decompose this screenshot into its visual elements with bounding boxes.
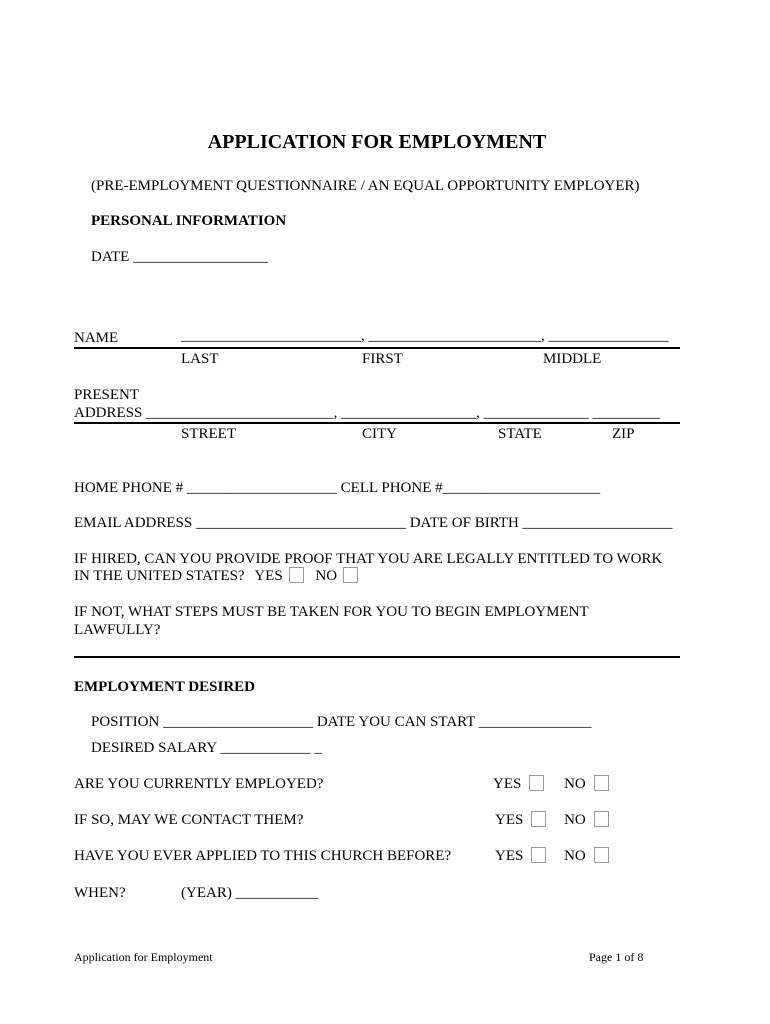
- applied-yes-label: YES: [495, 848, 524, 864]
- steps-question-line1: IF NOT, WHAT STEPS MUST BE TAKEN FOR YOU TO BEGIN EMPLOYMENT: [74, 604, 589, 620]
- steps-answer-line[interactable]: [74, 656, 680, 658]
- employed-no-label: NO: [564, 776, 586, 792]
- address-field[interactable]: ADDRESS _________________________, __________________, ______________ _________: [74, 405, 660, 421]
- proof-no-checkbox[interactable]: [343, 567, 358, 583]
- when-label: WHEN?: [74, 885, 126, 901]
- proof-question-line2: IN THE UNITED STATES?: [74, 568, 245, 584]
- contact-yes-checkbox[interactable]: [531, 811, 546, 827]
- footer-document-name: Application for Employment: [74, 950, 213, 964]
- personal-information-heading: PERSONAL INFORMATION: [91, 213, 287, 229]
- document-title: APPLICATION FOR EMPLOYMENT: [207, 131, 547, 153]
- employment-desired-heading: EMPLOYMENT DESIRED: [74, 679, 255, 695]
- contact-options: [495, 811, 609, 829]
- applied-yes-checkbox[interactable]: [531, 847, 546, 863]
- currently-employed-question: ARE YOU CURRENTLY EMPLOYED?: [74, 776, 324, 792]
- proof-question: [74, 567, 358, 585]
- contact-no-label: NO: [564, 812, 586, 828]
- employed-yes-label: YES: [493, 776, 522, 792]
- contact-no-checkbox[interactable]: [594, 811, 609, 827]
- name-label: NAME: [74, 330, 119, 346]
- applied-no-checkbox[interactable]: [594, 847, 609, 863]
- employed-yes-checkbox[interactable]: [529, 775, 544, 791]
- employed-options: [493, 775, 609, 793]
- contact-yes-label: YES: [495, 812, 524, 828]
- address-zip-caption: ZIP: [612, 426, 635, 442]
- footer-page-number: Page 1 of 8: [589, 950, 644, 964]
- address-street-caption: STREET: [181, 426, 236, 442]
- address-state-caption: STATE: [498, 426, 542, 442]
- address-rule: [74, 422, 680, 424]
- date-field[interactable]: DATE __________________: [91, 249, 269, 265]
- proof-no-label: NO: [315, 568, 338, 584]
- applied-no-label: NO: [564, 848, 586, 864]
- employed-no-checkbox[interactable]: [594, 775, 609, 791]
- email-dob-fields[interactable]: EMAIL ADDRESS ____________________________ DATE OF BIRTH ____________________: [74, 515, 673, 531]
- address-city-caption: CITY: [362, 426, 397, 442]
- desired-salary-field[interactable]: DESIRED SALARY ____________ _: [91, 740, 322, 756]
- year-field[interactable]: (YEAR) ___________: [181, 885, 319, 901]
- position-start-fields[interactable]: POSITION ____________________ DATE YOU CAN START _______________: [91, 714, 592, 730]
- phone-fields[interactable]: HOME PHONE # ____________________ CELL PHONE #_____________________: [74, 480, 601, 496]
- applied-before-question: HAVE YOU EVER APPLIED TO THIS CHURCH BEFORE?: [74, 848, 452, 864]
- proof-yes-label: YES: [254, 568, 283, 584]
- proof-yes-checkbox[interactable]: [289, 567, 304, 583]
- name-field[interactable]: ________________________, _______________________, ________________: [181, 328, 669, 344]
- present-label: PRESENT: [74, 387, 140, 403]
- contact-employer-question: IF SO, MAY WE CONTACT THEM?: [74, 812, 304, 828]
- steps-question-line2: LAWFULLY?: [74, 622, 161, 638]
- subtitle: (PRE-EMPLOYMENT QUESTIONNAIRE / AN EQUAL OPPORTUNITY EMPLOYER): [91, 178, 640, 194]
- name-middle-caption: MIDDLE: [543, 351, 602, 367]
- name-last-caption: LAST: [181, 351, 219, 367]
- proof-question-line1: IF HIRED, CAN YOU PROVIDE PROOF THAT YOU ARE LEGALLY ENTITLED TO WORK: [74, 551, 663, 567]
- applied-options: [495, 847, 609, 865]
- name-rule: [74, 347, 680, 349]
- name-first-caption: FIRST: [362, 351, 403, 367]
